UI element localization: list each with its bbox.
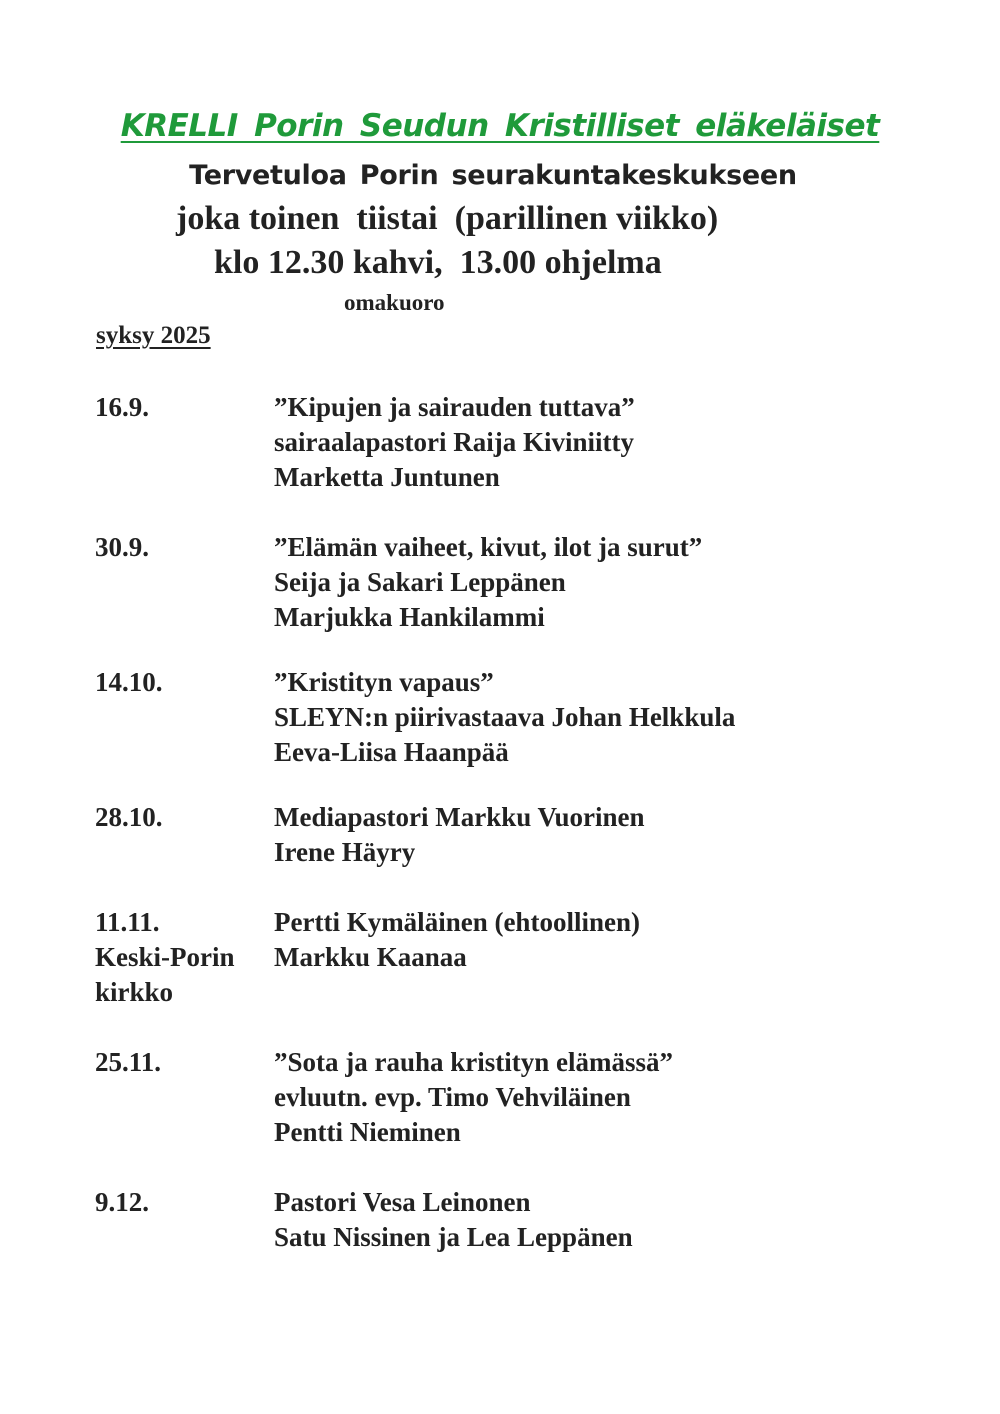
event-details [274, 390, 635, 495]
event-detail-line: Pentti Nieminen [274, 1117, 461, 1147]
event-location-text: kirkko [95, 977, 174, 1007]
event-detail-line: ”Kipujen ja sairauden tuttava” [274, 392, 635, 422]
event-detail-line: ”Elämän vaiheet, kivut, ilot ja surut” [274, 532, 703, 562]
event-detail-line: Pastori Vesa Leinonen [274, 1187, 531, 1217]
event-details [274, 800, 645, 870]
event-detail-line: Seija ja Sakari Leppänen [274, 567, 566, 597]
event-date [95, 1185, 149, 1220]
welcome-heading: Tervetuloa Porin seurakuntakeskukseen [189, 160, 797, 191]
event-date [95, 800, 163, 835]
event-date-text: 25.11. [95, 1047, 162, 1077]
event-date [95, 530, 149, 565]
event-detail-line: evluutn. evp. Timo Vehviläinen [274, 1082, 631, 1112]
event-detail-line: Marketta Juntunen [274, 462, 500, 492]
organization-title: KRELLI Porin Seudun Kristilliset eläkeläiset [120, 108, 880, 144]
event-date-text: 11.11. [95, 907, 160, 937]
event-detail-line: Markku Kaanaa [274, 942, 467, 972]
event-details [274, 905, 640, 975]
event-detail-line: Eeva-Liisa Haanpää [274, 737, 509, 767]
event-date [95, 390, 149, 425]
event-date-text: 9.12. [95, 1187, 149, 1217]
event-detail-line: ”Sota ja rauha kristityn elämässä” [274, 1047, 674, 1077]
event-detail-line: Pertti Kymäläinen (ehtoollinen) [274, 907, 640, 937]
event-details [274, 1185, 633, 1255]
event-detail-line: Satu Nissinen ja Lea Leppänen [274, 1222, 633, 1252]
season-label: syksy 2025 [96, 322, 211, 349]
event-date-text: 30.9. [95, 532, 149, 562]
event-details [274, 530, 702, 635]
event-detail-line: Marjukka Hankilammi [274, 602, 545, 632]
choir-note: omakuoro [344, 290, 445, 315]
event-date [95, 905, 235, 1010]
event-detail-line: sairaalapastori Raija Kiviniitty [274, 427, 634, 457]
event-detail-line: ”Kristityn vapaus” [274, 667, 494, 697]
event-location-text: Keski-Porin [95, 942, 235, 972]
meeting-times: klo 12.30 kahvi, 13.00 ohjelma [214, 244, 662, 281]
event-detail-line: Mediapastori Markku Vuorinen [274, 802, 645, 832]
event-date [95, 665, 163, 700]
meeting-frequency: joka toinen tiistai (parillinen viikko) [176, 200, 719, 237]
event-date-text: 14.10. [95, 667, 163, 697]
event-detail-line: Irene Häyry [274, 837, 416, 867]
event-details [274, 1045, 673, 1150]
event-detail-line: SLEYN:n piirivastaava Johan Helkkula [274, 702, 736, 732]
event-details [274, 665, 735, 770]
event-date [95, 1045, 161, 1080]
event-date-text: 28.10. [95, 802, 163, 832]
event-date-text: 16.9. [95, 392, 149, 422]
